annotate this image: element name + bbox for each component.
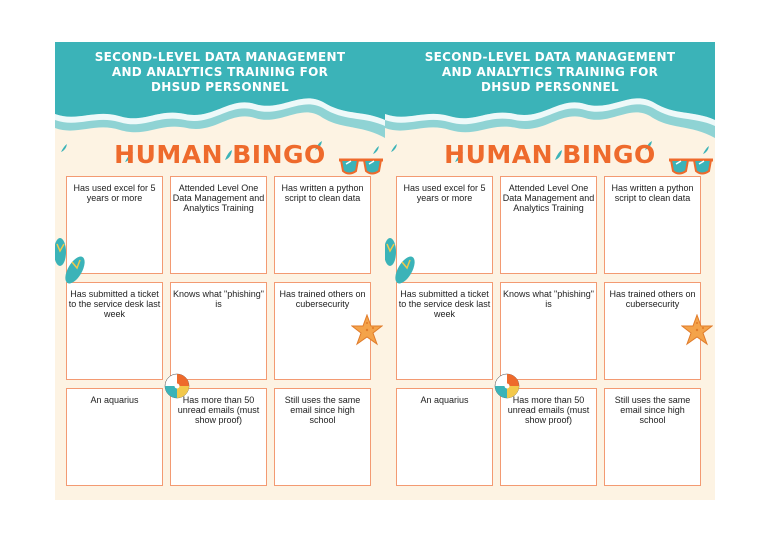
starfish-icon <box>351 314 383 346</box>
header-line-2: AND ANALYTICS TRAINING FOR <box>441 65 659 79</box>
bingo-cell[interactable] <box>500 282 597 380</box>
bingo-cell[interactable] <box>604 388 701 486</box>
card-header <box>55 50 385 95</box>
bingo-cell[interactable] <box>500 176 597 274</box>
header-line-3: DHSUD PERSONNEL <box>480 80 620 94</box>
flip-flops-icon <box>55 238 89 288</box>
sunglasses-icon <box>668 156 714 178</box>
bingo-cell[interactable] <box>170 282 267 380</box>
flip-flops-icon <box>385 238 419 288</box>
header-line-1: SECOND-LEVEL DATA MANAGEMENT <box>424 50 676 64</box>
bingo-cell[interactable] <box>66 388 163 486</box>
bingo-cell[interactable] <box>274 176 371 274</box>
header-line-2: AND ANALYTICS TRAINING FOR <box>111 65 329 79</box>
bingo-cell-text: Has used excel for 5 years or more <box>73 183 156 203</box>
bingo-cell-text: Knows what "phishing" is <box>503 289 594 309</box>
bingo-cell-text: Has written a python script to clean data <box>281 183 364 203</box>
header-line-1: SECOND-LEVEL DATA MANAGEMENT <box>94 50 346 64</box>
bingo-cell-text: Attended Level One Data Management and Analytics Training <box>172 183 265 213</box>
starfish-icon <box>681 314 713 346</box>
bingo-cell[interactable] <box>170 388 267 486</box>
bingo-cell-text: Has written a python script to clean data <box>611 183 694 203</box>
bingo-cell[interactable] <box>604 176 701 274</box>
bingo-cell-text: Attended Level One Data Management and Analytics Training <box>502 183 595 213</box>
bingo-cell-text: Still uses the same email since high school <box>614 395 691 425</box>
bingo-cell-text: Has submitted a ticket to the service desk last week <box>398 289 491 319</box>
bingo-cell[interactable] <box>170 176 267 274</box>
bingo-cell-text: Has trained others on cubersecurity <box>609 289 696 309</box>
bingo-cell-text: Has used excel for 5 years or more <box>403 183 486 203</box>
bingo-title: HUMAN BINGO <box>114 140 326 169</box>
card-header <box>385 50 715 95</box>
beach-ball-icon <box>494 373 520 399</box>
bingo-cell[interactable] <box>396 282 493 380</box>
bingo-title: HUMAN BINGO <box>444 140 656 169</box>
beach-ball-icon <box>164 373 190 399</box>
bingo-cell-text: An aquarius <box>420 395 469 405</box>
header-line-3: DHSUD PERSONNEL <box>150 80 290 94</box>
bingo-cell[interactable] <box>274 388 371 486</box>
bingo-cell-text: Has submitted a ticket to the service desk last week <box>68 289 161 319</box>
sunglasses-icon <box>338 156 384 178</box>
bingo-cell-text: Has trained others on cubersecurity <box>279 289 366 309</box>
bingo-cell-text: An aquarius <box>90 395 139 405</box>
bingo-cell-text: Has more than 50 unread emails (must show proof) <box>507 395 590 425</box>
bingo-cell[interactable] <box>66 282 163 380</box>
bingo-cell[interactable] <box>396 388 493 486</box>
bingo-cell-text: Knows what "phishing" is <box>173 289 264 309</box>
bingo-card-right <box>385 42 715 500</box>
bingo-card-left <box>55 42 385 500</box>
bingo-cell[interactable] <box>500 388 597 486</box>
bingo-cell-text: Has more than 50 unread emails (must show proof) <box>177 395 260 425</box>
bingo-cell-text: Still uses the same email since high school <box>284 395 361 425</box>
